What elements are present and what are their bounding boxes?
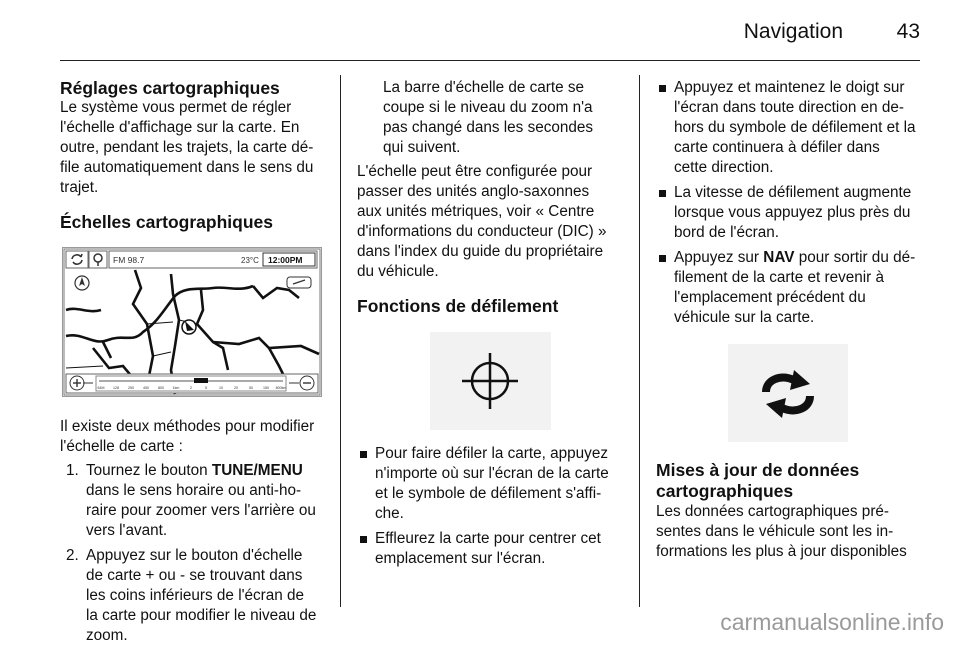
text-line: Effleurez la carte pour centrer cet — [375, 530, 601, 547]
text-line: lorsque vous appuyez plus près du — [674, 204, 911, 221]
refresh-icon — [66, 251, 88, 268]
text-line: Appuyez sur le bouton d'échelle — [86, 547, 303, 564]
text-line: bord de l'écran. — [674, 224, 779, 241]
refresh-arrows-drawing — [728, 344, 848, 442]
text-line: outre, pendant les trajets, la carte dé- — [60, 139, 314, 156]
text-line: qui suivent. — [383, 139, 461, 156]
text-line: de carte + ou - se trouvant dans — [86, 567, 303, 584]
scroll-bullets — [357, 444, 627, 569]
text-line: pas changé dans les secondes — [383, 119, 594, 136]
map-time: 12:00PM — [268, 255, 303, 265]
heading-echelles: Échelles cartographiques — [60, 212, 273, 232]
text-line: l'emplacement précédent du — [674, 289, 866, 306]
map-station: FM 98.7 — [113, 255, 145, 265]
text-line: l'échelle d'affichage sur la carte. En — [60, 119, 300, 136]
watermark: carmanualsonline.info — [720, 609, 944, 635]
text-run: Appuyez sur — [674, 249, 764, 266]
heading-line: cartographiques — [656, 481, 794, 501]
text-line: vers l'avant. — [86, 522, 168, 539]
list-item — [357, 444, 627, 524]
scale-label: 1km — [172, 386, 180, 390]
methods-intro — [60, 417, 325, 457]
text-line: filement de la carte et revenir à — [674, 269, 885, 286]
scroll-bullets-continued — [656, 78, 924, 328]
text-line: l'échelle de carte : — [60, 438, 183, 455]
text-line: passer des unités anglo-saxonnes — [357, 183, 590, 200]
text-line: trajet. — [60, 179, 99, 196]
text-line: la carte pour modifier le niveau de — [86, 607, 317, 624]
text-line: du véhicule. — [357, 263, 439, 280]
text-line: Le système vous permet de régler — [60, 99, 292, 116]
scale-label: 250 — [128, 386, 134, 390]
column-divider-2 — [639, 75, 640, 607]
heading-line: Mises à jour de données — [656, 460, 860, 480]
list-item — [656, 183, 924, 243]
scale-label: 450 — [143, 386, 149, 390]
text-line: dans l'index du guide du propriétaire — [357, 243, 604, 260]
text-line: Les données cartographiques pré- — [656, 503, 890, 520]
text-line: che. — [375, 505, 404, 522]
text-line: Pour faire défiler la carte, appuyez — [375, 445, 608, 462]
map-screen-drawing — [63, 248, 321, 396]
running-header-title: Navigation — [743, 20, 843, 43]
text-line: dans le sens horaire ou anti-ho- — [86, 482, 302, 499]
list-continuation — [357, 78, 627, 158]
heading-defilement: Fonctions de défilement — [357, 296, 559, 316]
text-line: cette direction. — [674, 159, 774, 176]
text-run: Tournez le bouton — [86, 462, 212, 479]
text-line: et le symbole de défilement s'affi- — [375, 485, 602, 502]
scale-label: 2 — [190, 386, 192, 390]
scale-label: 20 — [234, 386, 238, 390]
text-line: Il existe deux méthodes pour modifier — [60, 418, 315, 435]
text-line: L'échelle peut être configurée pour — [357, 163, 593, 180]
text-line: hors du symbole de défilement et la — [674, 119, 916, 136]
text-line: sentes dans le véhicule sont les in- — [656, 523, 894, 540]
text-run: pour sortir du dé- — [794, 249, 916, 266]
column-divider-1 — [340, 75, 341, 607]
column-3 — [656, 78, 924, 562]
text-line: coupe si le niveau du zoom n'a — [383, 99, 593, 116]
text-line: raire pour zoomer vers l'arrière ou — [86, 502, 316, 519]
text-line: Appuyez et maintenez le doigt sur — [674, 79, 905, 96]
text-line: emplacement sur l'écran. — [375, 550, 546, 567]
scale-label: 50 — [249, 386, 253, 390]
scale-label: 10 — [219, 386, 223, 390]
text-line: file automatiquement dans le sens du — [60, 159, 314, 176]
tune-menu-label: TUNE/MENU — [211, 462, 303, 479]
text-line: véhicule sur la carte. — [674, 309, 815, 326]
text-line: l'écran dans toute direction en de- — [674, 99, 904, 116]
reglages-paragraph — [60, 98, 325, 198]
heading-reglages: Réglages cartographiques — [60, 78, 280, 98]
text-line: d'informations du conducteur (DIC) » — [357, 223, 607, 240]
text-line: La vitesse de défilement augmente — [674, 184, 912, 201]
scale-label: 800 — [158, 386, 164, 390]
map-screen-illustration — [62, 247, 322, 397]
text-line: les coins inférieurs de l'écran de — [86, 587, 305, 604]
heading-mises-a-jour — [656, 460, 924, 502]
text-line: aux unités métriques, voir « Centre — [357, 203, 595, 220]
text-line: La barre d'échelle de carte se — [383, 79, 585, 96]
header-rule — [60, 60, 920, 61]
scale-label: 800km — [275, 386, 287, 390]
text-line: formations les plus à jour disponibles — [656, 543, 907, 560]
page-number: 43 — [896, 20, 920, 43]
column-2 — [357, 78, 627, 569]
scroll-crosshair-icon — [430, 332, 551, 430]
item-number: 2. — [66, 547, 79, 564]
list-item — [60, 546, 325, 646]
list-item — [656, 248, 924, 328]
scale-label: 150 — [263, 386, 269, 390]
methods-list — [60, 461, 325, 646]
list-item — [60, 461, 325, 541]
refresh-arrows-icon — [728, 344, 848, 442]
units-paragraph — [357, 162, 627, 282]
list-item — [656, 78, 924, 178]
scale-label: 64M — [97, 386, 105, 390]
text-line: zoom. — [86, 627, 128, 644]
text-line: n'importe où sur l'écran de la carte — [375, 465, 609, 482]
crosshair-drawing — [430, 332, 551, 430]
list-item — [357, 529, 627, 569]
text-line: carte continuera à défiler dans — [674, 139, 880, 156]
scale-label: 5 — [205, 386, 207, 390]
map-temp: 23°C — [241, 256, 259, 265]
column-1 — [60, 78, 325, 646]
item-number: 1. — [66, 462, 79, 479]
mises-a-jour-paragraph — [656, 502, 924, 562]
scale-label: 128 — [113, 386, 119, 390]
nav-label: NAV — [763, 249, 795, 266]
